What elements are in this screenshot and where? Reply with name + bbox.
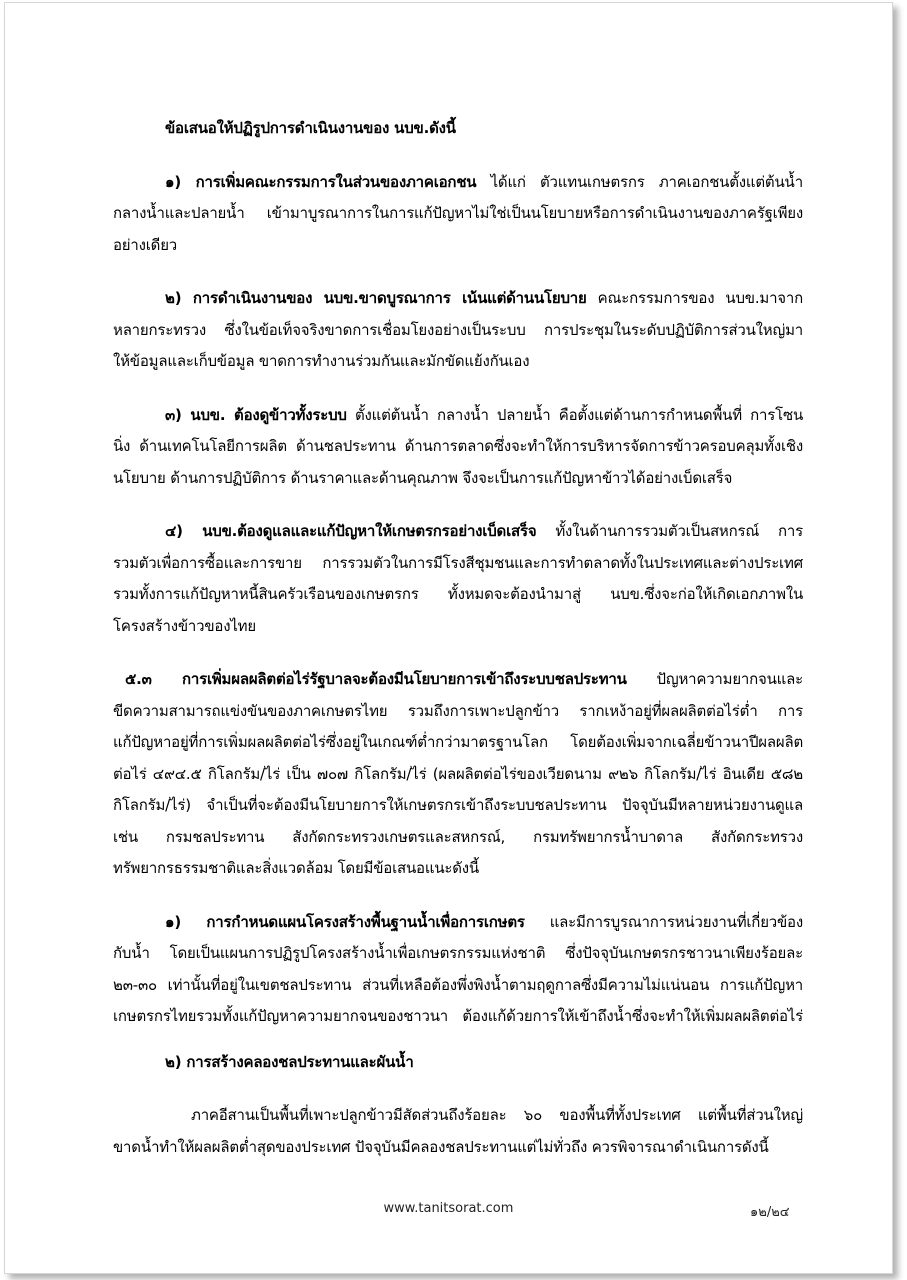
paragraph-1: ๑) การเพิ่มคณะกรรมการในส่วนของภาคเอกชน ได้แก่ ตัวแทนเกษตรกร ภาคเอกชนตั้งแต่ต้นน้ำ กลางน้ำและปลายน้ำ เข้ามาบูรณาการในการแก้ปัญหาไม่ใช่เป็นนโยบายหรือการดำเนินงานของภาครัฐเพียง อย่างเดียว <box>113 172 803 254</box>
section-5-3: ๕.๓ การเพิ่มผลผลิตต่อไร่รัฐบาลจะต้องมีนโยบายการเข้าถึงระบบชลประทาน ปัญหาความยากจนและ ขีดความสามารถแข่งขันของภาคเกษตรไทย รวมถึงการเพาะปลูกข้าว รากเหง้าอยู่ที่ผลผลิตต่อไร่ต่ำ การ แก้ปัญหาอยู่ที่การเพิ่มผลผลิตต่อไร่ซึ่งอยู่ในเกณฑ์ต่ำกว่ามาตรฐานโลก โดยต้องเพิ่มจากเฉลี่ยข้าวนาปีผลผลิต ต่อไร่ ๔๙๔.๕ กิโลกรัม/ไร่ เป็น ๗๐๗ กิโลกรัม/ไร่ (ผลผลิตต่อไร่ของเวียดนาม ๙๒๖ กิโลกรัม/ไร่ อินเดีย ๕๘๒ กิโลกรัม/ไร่) จำเป็นที่จะต้องมีนโยบายการให้เกษตรกรเข้าถึงระบบชลประทาน ปัจจุบันมีหลายหน่วยงานดูแล เช่น กรมชลประทาน สังกัดกระทรวงเกษตรและสหกรณ์, กรมทรัพยากรน้ำบาดาล สังกัดกระทรวง ทรัพยากรธรรมชาติและสิ่งแวดล้อม โดยมีข้อเสนอแนะดังนี้ <box>113 670 803 877</box>
document-body <box>113 113 803 1163</box>
paragraph-2: ๒) การดำเนินงานของ นบข.ขาดบูรณาการ เน้นแต่ด้านนโยบาย คณะกรรมการของ นบข.มาจาก หลายกระทรวง ซึ่งในข้อเท็จจริงขาดการเชื่อมโยงอย่างเป็นระบบ การประชุมในระดับปฏิบัติการส่วนใหญ่มา ให้ข้อมูลและเก็บข้อมูล ขาดการทำงานร่วมกันและมักขัดแย้งกันเอง <box>113 289 803 370</box>
paragraph-1-title: ๑) การเพิ่มคณะกรรมการในส่วนของภาคเอกชน <box>165 172 477 191</box>
section-5-3-title: ๕.๓ การเพิ่มผลผลิตต่อไร่รัฐบาลจะต้องมีนโยบายการเข้าถึงระบบชลประทาน <box>125 670 627 688</box>
page-number: ๑๒/๒๔ <box>750 1205 790 1220</box>
paragraph-5: ๑) การกำหนดแผนโครงสร้างพื้นฐานน้ำเพื่อการเกษตร และมีการบูรณาการหน่วยงานที่เกี่ยวข้อง กับน้ำ โดยเป็นแผนการปฏิรูปโครงสร้างน้ำเพื่อเกษตรกรรมแห่งชาติ ซึ่งปัจจุบันเกษตรกรชาวนาเพียงร้อยละ ๒๓-๓๐ เท่านั้นที่อยู่ในเขตชลประทาน ส่วนที่เหลือต้องพึ่งพิงน้ำตามฤดูกาลซึ่งมีความไม่แน่นอน การแก้ปัญหา เกษตรกรไทยรวมทั้งแก้ปัญหาความยากจนของชาวนา ต้องแก้ด้วยการให้เข้าถึงน้ำซึ่งจะทำให้เพิ่มผลผลิตต่อไร่ <box>113 912 803 1025</box>
paragraph-2-title: ๒) การดำเนินงานของ นบข.ขาดบูรณาการ เน้นแต่ด้านนโยบาย <box>165 289 587 307</box>
paragraph-6-title: ๒) การสร้างคลองชลประทานและผันน้ำ <box>165 1052 414 1071</box>
paragraph-4: ๔) นบข.ต้องดูแลและแก้ปัญหาให้เกษตรกรอย่างเบ็ดเสร็จ ทั้งในด้านการรวมตัวเป็นสหกรณ์ การ รวมตัวเพื่อการซื้อและการขาย การรวมตัวในการมีโรงสีชุมชนและการทำตลาดทั้งในประเทศและต่างประเทศ รวมทั้งการแก้ปัญหาหนี้สินครัวเรือนของเกษตรกร ทั้งหมดจะต้องนำมาสู่ นบข.ซึ่งจะก่อให้เกิดเอกภาพใน โครงสร้างข้าวของไทย <box>113 522 803 635</box>
document-page <box>4 2 893 1274</box>
paragraph-3: ๓) นบข. ต้องดูข้าวทั้งระบบ ตั้งแต่ต้นน้ำ กลางน้ำ ปลายน้ำ คือตั้งแต่ด้านการกำหนดพื้นที่ การโซน นิ่ง ด้านเทคโนโลยีการผลิต ด้านชลประทาน ด้านการตลาดซึ่งจะทำให้การบริหารจัดการข้าวครอบคลุมทั้งเชิง นโยบาย ด้านการปฏิบัติการ ด้านราคาและด้านคุณภาพ จึงจะเป็นการแก้ปัญหาข้าวได้อย่างเบ็ดเสร็จ <box>113 405 803 487</box>
paragraph-5-title: ๑) การกำหนดแผนโครงสร้างพื้นฐานน้ำเพื่อการเกษตร <box>165 912 525 931</box>
paragraph-6 <box>113 1047 803 1079</box>
paragraph-4-title: ๔) นบข.ต้องดูแลและแก้ปัญหาให้เกษตรกรอย่างเบ็ดเสร็จ <box>165 522 537 540</box>
section-heading: ข้อเสนอให้ปฏิรูปการดำเนินงานของ นบข.ดังนี้ <box>165 119 456 137</box>
paragraph-7: ภาคอีสานเป็นพื้นที่เพาะปลูกข้าวมีสัดส่วนถึงร้อยละ ๖๐ ของพื้นที่ทั้งประเทศ แต่พื้นที่ส่วนใหญ่ ขาดน้ำทำให้ผลผลิตต่ำสุดของประเทศ ปัจจุบันมีคลองชลประทานแต่ไม่ทั่วถึง ควรพิจารณาดำเนินการดังนี้ <box>113 1106 803 1156</box>
footer-website: www.tanitsorat.com <box>383 1201 514 1216</box>
paragraph-3-title: ๓) นบข. ต้องดูข้าวทั้งระบบ <box>165 405 347 424</box>
